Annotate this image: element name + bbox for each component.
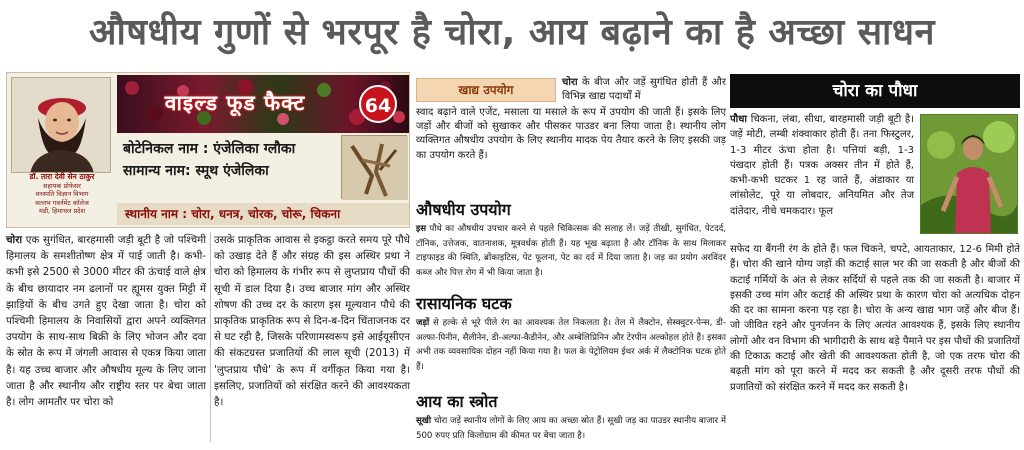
column-banner [6,72,410,228]
author-credit [9,173,115,227]
local-names: स्थानीय नाम : चोरा, धनत्र, चोरक, चोरू, चिकना [117,203,409,225]
medicinal-heading: औषधीय उपयोग [416,200,511,219]
botanical-name: बोटेनिकल नाम : एंजेलिका ग्लौका [123,141,296,157]
plant-heading: चोरा का पौधा [730,74,1020,108]
author-photo [11,77,111,173]
income-lead: सूखी [416,416,432,426]
medicinal-text [416,222,726,280]
author-place: मंडी, हिमाचल प्रदेश [38,207,86,216]
chemical-lead: जड़ों [416,318,430,328]
author-designation: सहायक प्रोफेसर [43,181,81,190]
author-college: वल्लभ गवर्नमेंट कॉलेज [35,198,89,207]
intro-text-part2: उसके प्राकृतिक आवास से इकट्ठा करते समय पूरे पौधे को उखाड़ देते हैं और संग्रह की इस अस्थिर प्रथा ने चोरा को हिमालय के गंभीर रूप से लुप्तप्राय पौधों की सूची में डाल दिया है। उच्च बाजार मांग और अस्थिर शोषण की उच्च दर के कारण इस मूल्यवान पौधे की प्राकृतिक प्राकृतिक रूप से दिन-ब-दिन चिंताजनक दर से घट रही है, जिसके परिणामस्वरूप इसे आईयूसीएन की संकटग्रस्त प्रजातियों की लाल सूची (2013) में 'लुप्तप्राय पौधे' के रूप में वर्गीकृत किया गया है। इसलिए, प्रजातियों को संरक्षित करने की आवश्यकता है। [214,234,410,409]
plant-side-body: चिकना, लंबा, सीधा, बारहमासी जड़ी बूटी है। जड़ें मोटी, लम्बी शंक्वाकार होती हैं। तना फिस्टुलर, 1-3 मीटर ऊंचा होता है। पत्तियां बड़ी, 1-3 पंखदार होती हैं। पत्रक अक्सर तीन में होते हैं, कभी-कभी घटकर 1 रह जाते हैं, अंडाकार या लांसोलेट, पूरे या लोबदार, अनियमित और तेज दांतेदार, नीचे चमकदार। फूल [730,114,914,217]
chemical-text [416,316,726,374]
dried-root-image [341,135,407,199]
column-uses [416,72,726,446]
medicinal-body: पौधे का औषधीय उपचार करने से पहले चिकित्सक की सलाह लें। जड़ें तीखी, सुगंधित, पेटदर्द, टॉनिक, उत्तेजक, वातनाशक, मूत्रवर्धक होती हैं। यह भूख बढ़ाता है और टॉनिक के साथ मिलाकर टाइफाइड की स्थिति, ब्रोंकाइटिस, पेट फूलना, पेट का दर्द में दिया जाता है। जड़ का प्रयोग अरविंदर कब्ज और पित्त रोग में भी किया जाता है। [416,224,726,278]
author-name: डॉ. तारा देवी सेन ठाकुर [29,172,95,181]
medicinal-lead: इस [416,224,427,234]
food-use-tag: खाद्य उपयोग [416,78,556,102]
plant-text: सफेद या बैंगनी रंग के होते हैं। फल चिकने, चपटे, आयताकार, 12-6 मिमी होते हैं। चोरा की खाने योग्य जड़ों की कटाई साल भर की जा सकती है और बीजों की कटाई गर्मियों के अंत से लेकर सर्दियों से पहले तक की जा सकती है। बाजार में इसकी उच्च मांग और कटाई की अस्थिर प्रथा के कारण चोरा को अत्यधिक दोहन की दर का सामना करना पड़ रहा है। चोरा के अन्य खाद्य भाग जड़ें और बीज हैं। जो जीवित रहने और पुनर्जनन के लिए अत्यंत आवश्यक हैं, इसके लिए स्थानीय लोगों और वन विभाग की भागीदारी के साथ बड़े पैमाने पर इस पौधों की प्रजातियों की टिकाऊ कटाई और खेती की आवश्यकता होती है, जो एक तरफ चोरा की बढ़ती मांग को पूरा करने में मदद कर सकती है और दूसरी तरफ पौधों की प्रजातियों को संरक्षित करने में मदद कर सकती है। [730,244,1020,393]
chemical-body: से हल्के से भूरे पीले रंग का आवश्यक तेल निकलता है। तेल में लैक्टोन, सेस्क्वुटर-पेन्स, डी-अल्फा-पिनीन, सैलीनेन, डी-अल्फा-कैडीनेन, और अम्बेलिप्रिनिन और टेरपीन अल्कोहल होते हैं। इसका अभी तक व्यवसायिक दोहन नहीं किया गया है। फल के पेट्रोलियम ईथर अर्क में लैक्टोनिक घटक होते हैं। [416,318,726,372]
food-use-side-text [562,76,726,104]
food-side-body: के बीज और जड़ें सुगंधित होती हैं और विभिन्न खाद्य पदार्थों में [562,77,726,103]
plant-photo [920,114,1018,234]
series-number-badge: 64 [359,85,397,123]
food-lead: चोरा [562,77,578,88]
intro-body-a: एक सुगंधित, बारहमासी जड़ी बूटी है जो पश्चिमी हिमालय के समशीतोष्ण क्षेत्र में पाई जाती है। कभी-कभी इसे 2500 से 3000 मीटर की ऊंचाई वाले क्षेत्र के बीच छायादार नम ढलानों पर ह्यूमस युक्त मिट्टी में झाड़ियों के बीच उगते हुए देखा जाता है। चोरा को पश्चिमी हिमालय के निवासियों द्वारा अपने व्यक्तिगत उपयोग के साथ-साथ बिक्री के लिए भोजन और दवा के स्रोत के रूप में जंगली आवास से एकत्र किया जाता है। यह उच्च बाजार और औषधीय मूल्य के लिए जाना जाता है और स्थानीय और राष्ट्रीय स्तर पर बेचा जाता है। लोग आमतौर पर चोरा को [6,234,206,409]
page-headline: औषधीय गुणों से भरपूर है चोरा, आय बढ़ाने का है अच्छा साधन [0,0,1024,68]
intro-text-part1 [6,232,206,410]
food-use-text: स्वाद बढ़ाने वाले एजेंट, मसाला या मसाले के रूप में उपयोग की जाती हैं। इसके लिए जड़ों और बीजों को सुखाकर और पीसकर पाउडर बना लिया जाता है। स्थानीय लोग व्यक्तिगत औषधीय उपयोग के लिए स्थानीय मादक पेय तैयार करने के लिए इसकी जड़ का उपयोग करते हैं। [416,107,726,161]
column-divider [210,232,211,442]
plant-side-text [730,112,914,219]
author-department: वनस्पति विज्ञान विभाग [35,190,89,199]
common-name: सामान्य नाम: स्मूथ एंजेलिका [123,163,269,179]
intro-lead: चोरा [6,234,23,246]
income-body: चोरा जड़ें स्थानीय लोगों के लिए आय का अच्छा स्रोत हैं। सूखी जड़ का पाउडर स्थानीय बाजार में 500 रुपए प्रति किलोग्राम की कीमत पर बेचा जाता है। [416,416,726,441]
plant-lead: पौधा [730,114,748,125]
column-wild-food-fact [6,72,410,446]
column-plant [730,72,1020,446]
income-text [416,414,726,443]
chemical-heading: रासायनिक घटक [416,294,512,313]
income-heading: आय का स्त्रोत [416,392,498,411]
series-title: वाइल्ड फूड फैक्ट [164,91,306,115]
